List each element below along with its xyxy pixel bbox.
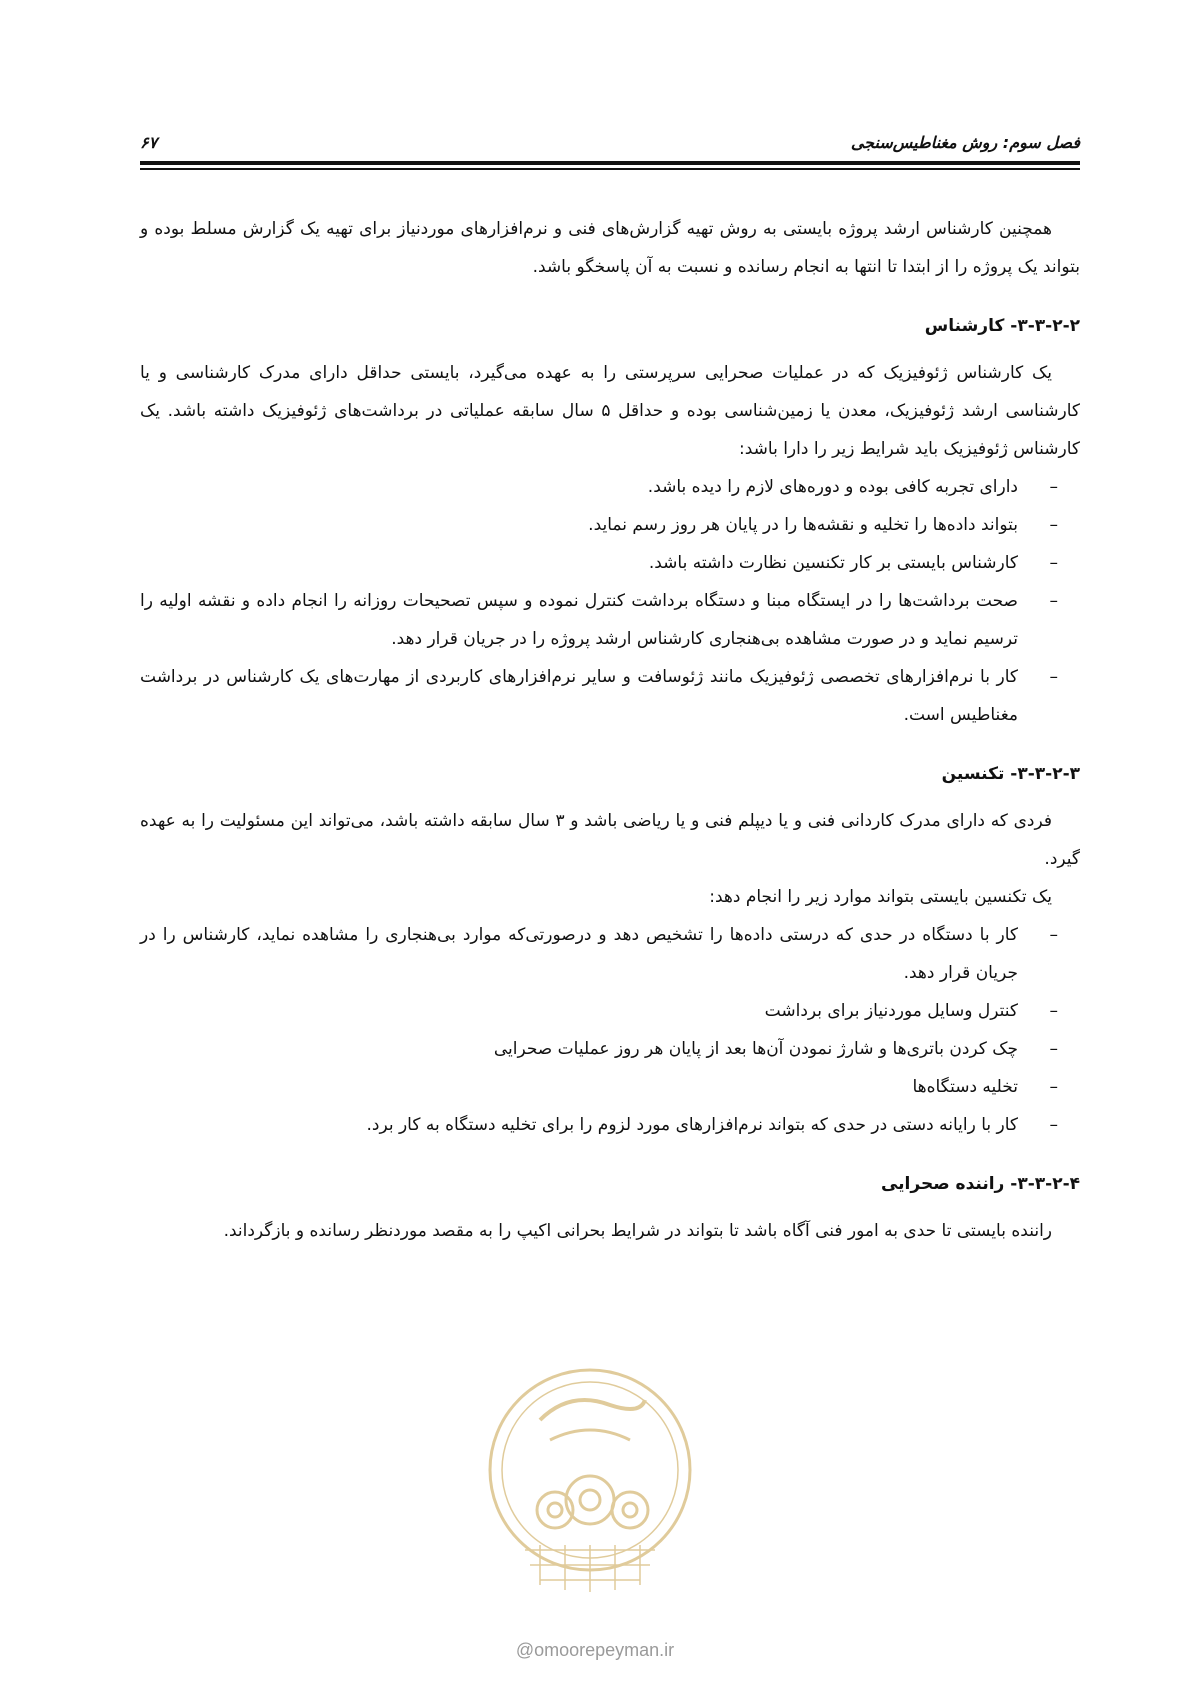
list-item xyxy=(140,658,1080,734)
list-item xyxy=(140,506,1080,544)
list-item xyxy=(140,992,1080,1030)
list-item xyxy=(140,1106,1080,1144)
page-content xyxy=(140,210,1080,1250)
driver-paragraph: راننده بایستی تا حدی به امور فنی آگاه باشد تا بتواند در شرایط بحرانی اکیپ را به مقصد موردنظر رسانده و بازگرداند. xyxy=(223,1221,1052,1241)
watermark-url: @omoorepeyman.ir xyxy=(515,1640,675,1660)
watermark-seal-icon xyxy=(470,1360,710,1640)
list-item-text: تخلیه دستگاه‌ها xyxy=(912,1077,1018,1097)
page-header xyxy=(140,126,1080,152)
section-heading-driver: ۳-۳-۲-۴- راننده صحرایی xyxy=(880,1174,1080,1194)
list-marker: – xyxy=(1049,1115,1058,1135)
header-rule-thin xyxy=(140,168,1080,170)
chapter-title: فصل سوم: روش مغناطیس‌سنجی xyxy=(850,133,1080,152)
list-marker: – xyxy=(1049,515,1058,535)
expert-paragraph: یک کارشناس ژئوفیزیک که در عملیات صحرایی سرپرستی را به عهده می‌گیرد، بایستی حداقل دارای مدرک کارشناسی و یا کارشناسی ارشد ژئوفیزیک، معدن یا زمین‌شناسی بوده و حداقل ۵ سال سابقه عملیاتی در برداشت‌های ژئوفیزیک داشته باشد. یک کارشناس ژئوفیزیک باید شرایط زیر را دارا باشد: xyxy=(140,363,1080,459)
section-heading-technician: ۳-۳-۲-۳- تکنسین xyxy=(941,764,1080,784)
list-marker: – xyxy=(1049,1077,1058,1097)
list-item-text: کنترل وسایل موردنیاز برای برداشت xyxy=(764,1001,1018,1021)
list-marker: – xyxy=(1049,925,1058,945)
technician-intro: یک تکنسین بایستی بتواند موارد زیر را انجام دهد: xyxy=(709,887,1052,907)
intro-paragraph: همچنین کارشناس ارشد پروژه بایستی به روش تهیه گزارش‌های فنی و نرم‌افزارهای موردنیاز برای تهیه یک گزارش مسلط بوده و بتواند یک پروژه را از ابتدا تا انتها به انجام رسانده و نسبت به آن پاسخگو باشد. xyxy=(140,219,1080,277)
list-item-text: صحت برداشت‌ها را در ایستگاه مبنا و دستگاه برداشت کنترل نموده و سپس تصحیحات روزانه را انجام داده و نقشه اولیه را ترسیم نماید و در صورت مشاهده بی‌هنجاری کارشناس ارشد پروژه را در جریان قرار دهد. xyxy=(140,591,1018,649)
list-item-text: کار با نرم‌افزارهای تخصصی ژئوفیزیک مانند ژئوسافت و سایر نرم‌افزارهای کاربردی از مهارت‌های یک کارشناس در برداشت مغناطیس است. xyxy=(140,667,1018,725)
expert-list xyxy=(140,468,1080,734)
list-marker: – xyxy=(1049,591,1058,611)
list-marker: – xyxy=(1049,553,1058,573)
list-item xyxy=(140,468,1080,506)
list-item xyxy=(140,544,1080,582)
list-item xyxy=(140,916,1080,992)
list-item-text: کار با رایانه دستی در حدی که بتواند نرم‌افزارهای مورد لزوم را برای تخلیه دستگاه به کار برد. xyxy=(366,1115,1018,1135)
list-marker: – xyxy=(1049,477,1058,497)
header-rule-thick xyxy=(140,161,1080,165)
list-item-text: بتواند داده‌ها را تخلیه و نقشه‌ها را در پایان هر روز رسم نماید. xyxy=(588,515,1018,535)
list-item-text: چک کردن باتری‌ها و شارژ نمودن آن‌ها بعد از پایان هر روز عملیات صحرایی xyxy=(493,1039,1018,1059)
list-item-text: کار با دستگاه در حدی که درستی داده‌ها را تشخیص دهد و درصورتی‌که موارد بی‌هنجاری را مشاهده نماید، کارشناس را در جریان قرار دهد. xyxy=(140,925,1018,983)
list-marker: – xyxy=(1049,1039,1058,1059)
list-item-text: کارشناس بایستی بر کار تکنسین نظارت داشته باشد. xyxy=(648,553,1018,573)
list-item-text: دارای تجربه کافی بوده و دوره‌های لازم را دیده باشد. xyxy=(647,477,1018,497)
list-item xyxy=(140,1030,1080,1068)
list-item xyxy=(140,1068,1080,1106)
section-heading-expert: ۳-۳-۲-۲- کارشناس xyxy=(924,316,1080,336)
technician-paragraph: فردی که دارای مدرک کاردانی فنی و یا دیپلم فنی و یا ریاضی باشد و ۳ سال سابقه داشته باشد، می‌تواند این مسئولیت را به عهده گیرد. xyxy=(140,811,1080,869)
list-item xyxy=(140,582,1080,658)
list-marker: – xyxy=(1049,1001,1058,1021)
page-number: ۶۷ xyxy=(140,133,158,152)
technician-list xyxy=(140,916,1080,1144)
list-marker: – xyxy=(1049,667,1058,687)
